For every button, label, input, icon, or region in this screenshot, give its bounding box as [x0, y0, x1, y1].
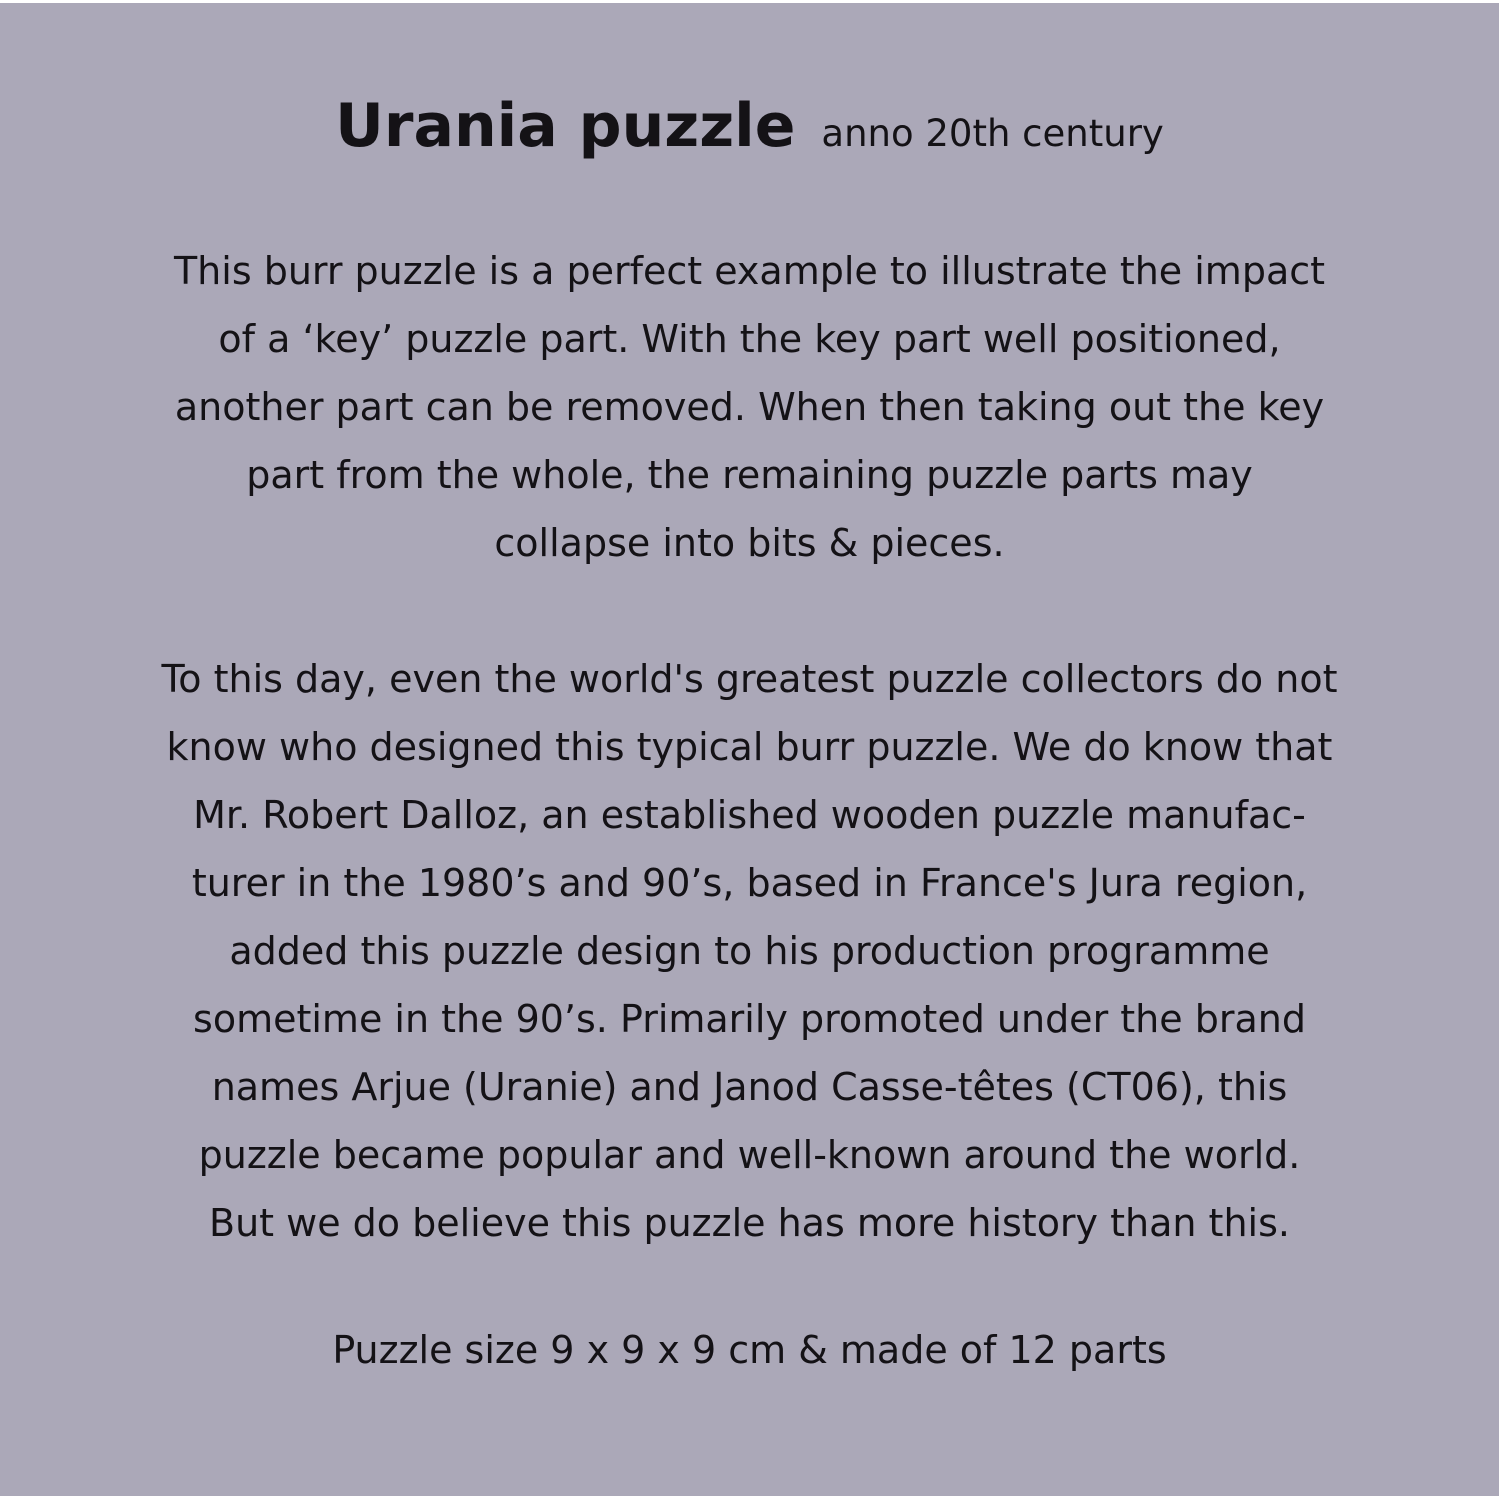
- text-line: added this puzzle design to his production programme: [229, 929, 1270, 973]
- text-line: part from the whole, the remaining puzzle parts may: [246, 453, 1253, 497]
- text-line: sometime in the 90’s. Primarily promoted under the brand: [193, 997, 1306, 1041]
- title-row: [0, 91, 1499, 161]
- text-line: Mr. Robert Dalloz, an established wooden puzzle manufac-: [193, 793, 1306, 837]
- page-subtitle: anno 20th century: [821, 112, 1164, 155]
- text-line: know who designed this typical burr puzzle. We do know that: [166, 725, 1333, 769]
- text-line: of a ‘key’ puzzle part. With the key part well positioned,: [218, 317, 1281, 361]
- info-card: [0, 3, 1499, 1496]
- text-line: another part can be removed. When then taking out the key: [174, 385, 1325, 429]
- size-note: [0, 1316, 1499, 1384]
- text-line: puzzle became popular and well-known around the world.: [198, 1133, 1301, 1177]
- text-line: collapse into bits & pieces.: [494, 521, 1005, 565]
- text-line: But we do believe this puzzle has more history than this.: [209, 1201, 1290, 1245]
- history-paragraph: [0, 645, 1499, 1257]
- text-line: turer in the 1980’s and 90’s, based in France's Jura region,: [191, 861, 1308, 905]
- size-note-text: Puzzle size 9 x 9 x 9 cm & made of 12 parts: [332, 1328, 1167, 1372]
- text-line: names Arjue (Uranie) and Janod Casse-têtes (CT06), this: [211, 1065, 1288, 1109]
- description-paragraph: [0, 237, 1499, 577]
- text-line: To this day, even the world's greatest puzzle collectors do not: [161, 657, 1338, 701]
- page-title: Urania puzzle: [335, 91, 796, 161]
- text-line: This burr puzzle is a perfect example to illustrate the impact: [173, 249, 1326, 293]
